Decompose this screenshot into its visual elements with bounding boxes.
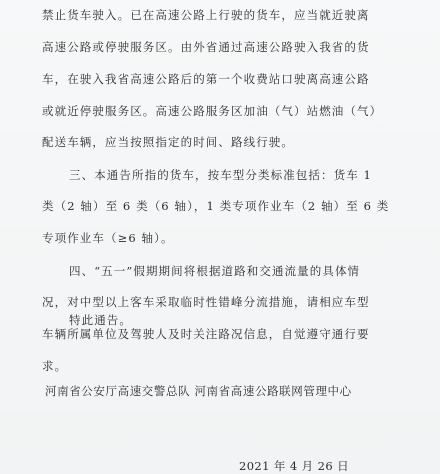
body-line-6: 三、本通告所指的货车，按车型分类标准包括：货车 1 [69,168,372,182]
body-line-11: 车辆所属单位及驾驶人及时关注路况信息，自觉遵守通行要 [42,327,370,341]
issue-date: 2021 年 4 月 26 日 [239,459,349,473]
body-line-7: 类（2 轴）至 6 类（6 轴），1 类专项作业车（2 轴）至 6 类 [42,199,390,213]
closing-line: 特此通告。 [69,313,132,327]
body-line-5: 配送车辆，应当按照指定的时间、路线行驶。 [42,135,294,149]
body-line-9: 四、“五一”假期期间将根据道路和交通流量的具体情 [69,264,361,278]
body-line-3: 车，在驶入我省高速公路后的第一个收费站口驶离高速公路 [42,72,370,86]
body-line-2: 高速公路或停驶服务区。由外省通过高速公路驶入我省的货 [42,40,370,54]
body-line-4: 或就近停驶服务区。高速公路服务区加油（气）站燃油（气） [42,104,383,118]
body-line-12: 求。 [42,359,68,373]
body-line-10: 况，对中型以上客车采取临时性错峰分流措施，请相应车型 [42,295,370,309]
issuer-signature: 河南省公安厅高速交警总队 河南省高速公路联网管理中心 [45,384,352,398]
body-line-8: 专项作业车（≥6 轴）。 [42,231,174,245]
body-line-1: 禁止货车驶入。已在高速公路上行驶的货车，应当就近驶离 [42,8,370,22]
